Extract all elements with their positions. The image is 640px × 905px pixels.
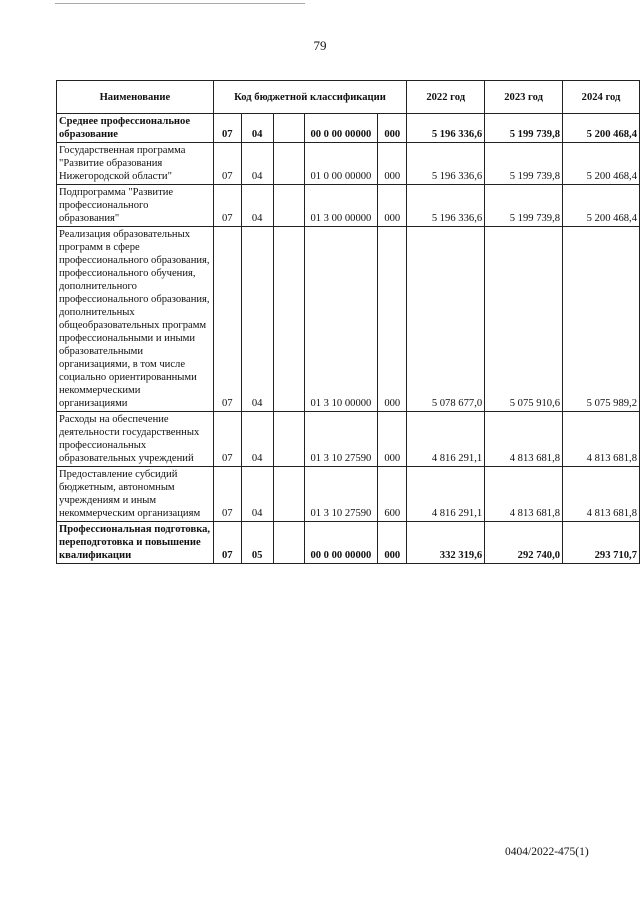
row-value-2023: 5 075 910,6 [485,227,563,412]
row-target-article: 01 3 00 00000 [304,185,378,227]
row-target-article: 01 3 10 27590 [304,467,378,522]
row-target-article: 01 3 10 27590 [304,412,378,467]
row-expense-type: 000 [378,185,407,227]
row-name: Подпрограмма "Развитие профессионального образования" [57,185,214,227]
row-value-2024: 5 200 468,4 [563,185,640,227]
row-expense-type: 600 [378,467,407,522]
row-section: 07 [213,143,241,185]
row-subsection: 04 [241,412,273,467]
row-empty-cell [273,227,304,412]
row-name: Реализация образовательных программ в сфере профессионального образования, профессионального обучения, дополнительного профессионального образования, дополнительных общеобразовательных программ профессиональными и иными образовательными организациями, в том числе социально ориентированными некоммерческими организациями [57,227,214,412]
row-section: 07 [213,522,241,564]
row-name: Среднее профессиональное образование [57,114,214,143]
row-name: Профессиональная подготовка, переподготовка и повышение квалификации [57,522,214,564]
budget-table [56,80,640,564]
row-value-2023: 5 199 739,8 [485,185,563,227]
row-value-2022: 332 319,6 [407,522,485,564]
header-2022: 2022 год [407,81,485,114]
header-code: Код бюджетной классификации [213,81,406,114]
row-expense-type: 000 [378,143,407,185]
row-expense-type: 000 [378,522,407,564]
header-row [57,81,640,114]
row-empty-cell [273,467,304,522]
row-empty-cell [273,143,304,185]
row-value-2023: 292 740,0 [485,522,563,564]
row-target-article: 01 3 10 00000 [304,227,378,412]
row-name: Предоставление субсидий бюджетным, автономным учреждениям и иным некоммерческим организациям [57,467,214,522]
row-section: 07 [213,412,241,467]
table-row [57,412,640,467]
row-value-2022: 4 816 291,1 [407,412,485,467]
row-subsection: 04 [241,143,273,185]
row-value-2024: 5 200 468,4 [563,114,640,143]
row-expense-type: 000 [378,412,407,467]
row-target-article: 01 0 00 00000 [304,143,378,185]
page-number: 79 [313,38,327,53]
row-section: 07 [213,185,241,227]
row-empty-cell [273,114,304,143]
header-name: Наименование [57,81,214,114]
table-row [57,114,640,143]
row-value-2023: 5 199 739,8 [485,114,563,143]
header-2023: 2023 год [485,81,563,114]
row-value-2024: 4 813 681,8 [563,412,640,467]
row-value-2022: 4 816 291,1 [407,467,485,522]
row-value-2024: 293 710,7 [563,522,640,564]
row-section: 07 [213,227,241,412]
scan-top-rule [55,3,305,4]
row-name: Государственная программа "Развитие образования Нижегородской области" [57,143,214,185]
row-section: 07 [213,114,241,143]
table-row [57,522,640,564]
row-value-2022: 5 078 677,0 [407,227,485,412]
row-subsection: 04 [241,227,273,412]
header-2024: 2024 год [563,81,640,114]
table-body [57,114,640,564]
document-code: 0404/2022-475(1) [505,846,589,858]
row-subsection: 04 [241,467,273,522]
row-subsection: 04 [241,185,273,227]
row-empty-cell [273,185,304,227]
row-value-2022: 5 196 336,6 [407,114,485,143]
row-target-article: 00 0 00 00000 [304,522,378,564]
row-subsection: 05 [241,522,273,564]
row-value-2024: 5 200 468,4 [563,143,640,185]
row-empty-cell [273,522,304,564]
row-value-2023: 4 813 681,8 [485,467,563,522]
row-name: Расходы на обеспечение деятельности государственных профессиональных образовательных учреждений [57,412,214,467]
row-subsection: 04 [241,114,273,143]
row-expense-type: 000 [378,227,407,412]
row-value-2024: 4 813 681,8 [563,467,640,522]
table-row [57,185,640,227]
row-value-2022: 5 196 336,6 [407,143,485,185]
row-value-2024: 5 075 989,2 [563,227,640,412]
row-empty-cell [273,412,304,467]
row-section: 07 [213,467,241,522]
row-value-2023: 4 813 681,8 [485,412,563,467]
table-row [57,143,640,185]
table-row [57,227,640,412]
table-row [57,467,640,522]
row-value-2022: 5 196 336,6 [407,185,485,227]
row-expense-type: 000 [378,114,407,143]
row-target-article: 00 0 00 00000 [304,114,378,143]
row-value-2023: 5 199 739,8 [485,143,563,185]
